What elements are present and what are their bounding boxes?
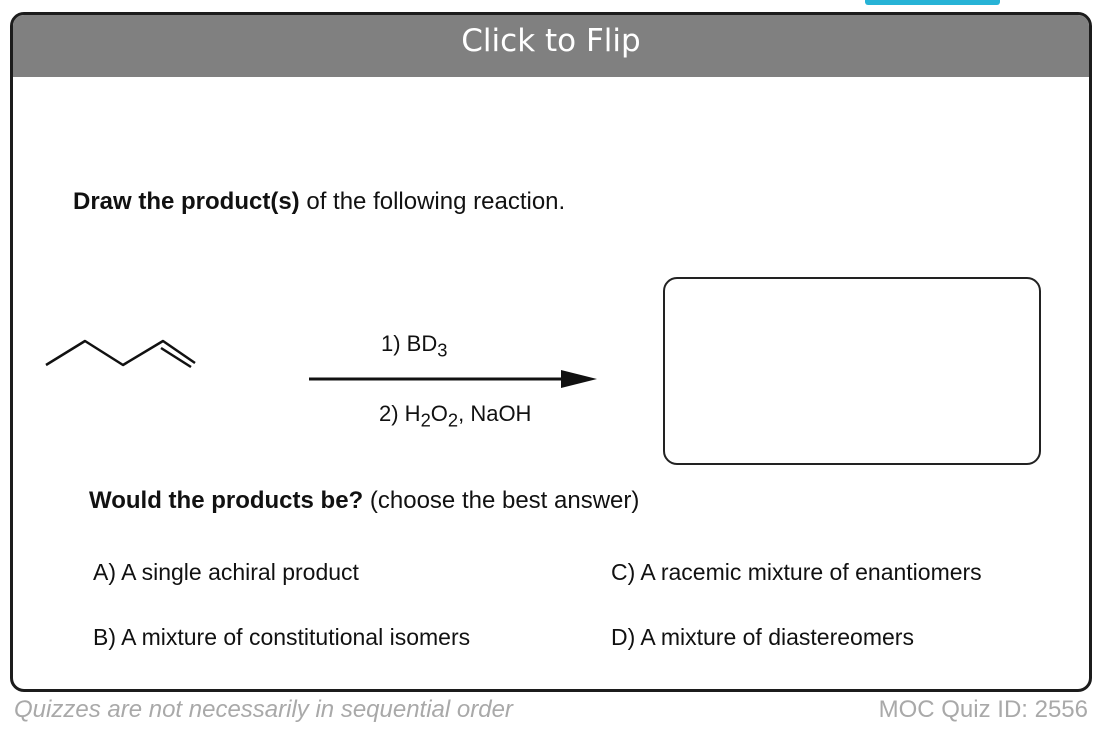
reagent-step-1: 1) $BD_3$ (381, 331, 448, 361)
question-prompt (73, 188, 565, 216)
quiz-id-label: MOC Quiz ID: 2556 (878, 696, 1088, 723)
prompt-bold: Draw the product(s) (73, 188, 300, 215)
multiple-choice-question (89, 487, 639, 515)
sequence-note: Quizzes are not necessarily in sequential order (14, 696, 513, 723)
choice-b[interactable]: B) A mixture of constitutional isomers (93, 624, 471, 650)
question-bold: Would the products be? (89, 487, 364, 514)
product-answer-box[interactable] (663, 277, 1041, 465)
choice-c[interactable]: C) A racemic mixture of enantiomers (611, 559, 982, 585)
reaction-arrow (309, 367, 599, 391)
top-accent-tab (865, 0, 1000, 5)
alkene-structure (43, 333, 203, 373)
prompt-rest: of the following reaction. (299, 188, 566, 215)
choice-d[interactable]: D) A mixture of diastereomers (611, 624, 914, 650)
flashcard[interactable] (10, 12, 1092, 692)
choice-a[interactable]: A) A single achiral product (93, 559, 359, 585)
reagent-step-2: 2) $H_2O_2$, NaOH (379, 401, 532, 431)
flip-label: Click to Flip (461, 23, 641, 59)
flip-button[interactable] (13, 15, 1089, 77)
question-rest: (choose the best answer) (363, 487, 640, 514)
